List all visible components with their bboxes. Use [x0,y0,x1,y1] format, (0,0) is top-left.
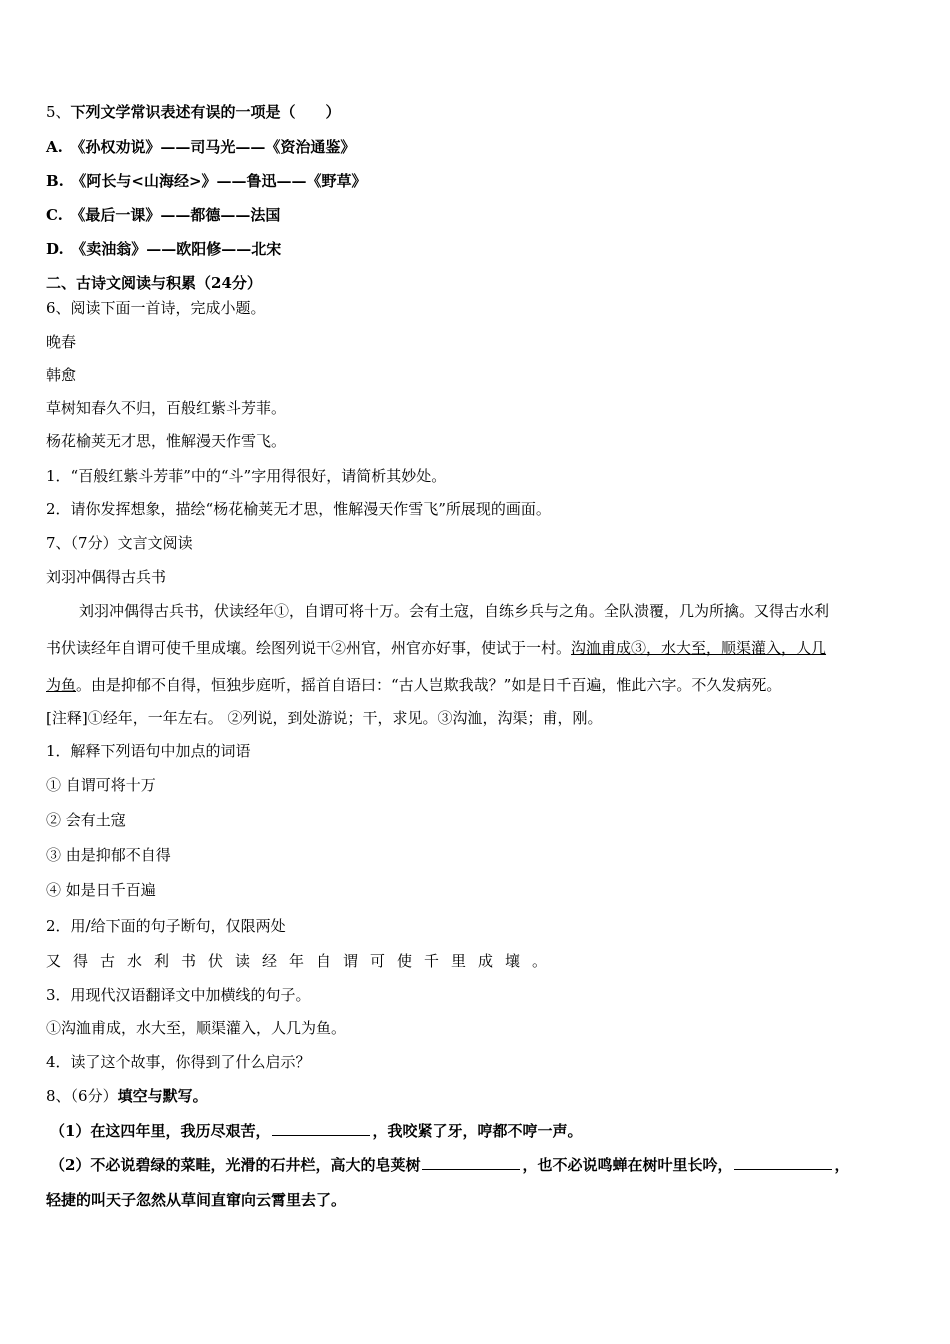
fill-blank[interactable] [272,1121,370,1136]
classical-text-line-1: 刘羽冲偶得古兵书，伏读经年①，自谓可将十万。会有土寇，自练乡兵与之角。全队溃覆，几为所擒。又得古水利 [79,602,830,620]
q7-sub1-item: ③ 由是抑郁不自得 [46,846,171,864]
q5-option-a: A. 《孙权劝说》——司马光——《资治通鉴》 [46,138,356,156]
q7-sub2-sentence: 又得古水利书伏读经年自谓可使千里成壤。 [46,952,560,970]
q8-stem-text: 填空与默写。 [117,1087,208,1105]
q8-item-2-text: ， [834,1156,850,1174]
q5-stem-text: 下列文学常识表述有误的一项是（ ） [70,103,341,121]
q7-sub3-item: ①沟洫甫成，水大至，顺渠灌入，人几为鱼。 [46,1019,347,1037]
q8-number: 8、（6分） [46,1087,118,1105]
classical-text-plain: 。由是抑郁不自得，恒独步庭听，摇首自语曰：“古人岂欺我哉？”如是日千百遍，惟此六字。不久发病死。 [76,676,782,694]
q6-question-1: 1．“百般红紫斗芳菲”中的“斗”字用得很好，请简析其妙处。 [46,467,447,485]
q5-number: 5、 [46,103,71,121]
q7-sub2-title: 2．用/给下面的句子断句，仅限两处 [46,917,286,935]
q5-stem [46,102,341,122]
q7-sub1-item: ① 自谓可将十万 [46,776,156,794]
q8-item-1-text: ，我咬紧了牙，哼都不哼一声。 [372,1122,583,1140]
classical-text-plain: 书伏读经年自谓可使千里成壤。绘图列说干②州官，州官亦好事，使试于一村。 [46,639,572,657]
q7-sub3-title: 3．用现代汉语翻译文中加横线的句子。 [46,986,311,1004]
q6-stem: 6、阅读下面一首诗，完成小题。 [46,299,266,317]
poem-title: 晚春 [46,333,77,351]
poem-author: 韩愈 [46,366,77,384]
fill-blank[interactable] [422,1155,520,1170]
q7-sub1-item: ② 会有土寇 [46,811,126,829]
q5-option-c: C. 《最后一课》——都德——法国 [46,206,281,224]
q8-stem [46,1086,208,1106]
classical-text-underlined: 为鱼 [46,676,77,694]
annotation-note: [注释]①经年，一年左右。 ②列说，到处游说；干，求见。③沟洫，沟渠；甫，刚。 [46,709,603,727]
q6-question-2: 2．请你发挥想象，描绘“杨花榆荚无才思，惟解漫天作雪飞”所展现的画面。 [46,500,551,518]
poem-line: 杨花榆荚无才思，惟解漫天作雪飞。 [46,432,287,450]
q5-option-d: D. 《卖油翁》——欧阳修——北宋 [46,240,282,258]
fill-blank[interactable] [734,1155,832,1170]
q8-item-2-text: ，也不必说鸣蝉在树叶里长吟， [522,1156,733,1174]
q8-item-2-text: （2）不必说碧绿的菜畦，光滑的石井栏，高大的皂荚树 [50,1156,421,1174]
classical-text-title: 刘羽冲偶得古兵书 [46,568,167,586]
classical-text-line-2 [46,638,826,658]
classical-text-line-3 [46,675,781,695]
q7-stem: 7、（7分）文言文阅读 [46,534,193,552]
q8-item-2-line-2: 轻捷的叫天子忽然从草间直窜向云霄里去了。 [46,1191,347,1209]
q7-sub1-title: 1．解释下列语句中加点的词语 [46,742,251,760]
section-2-title: 二、古诗文阅读与积累（24分） [46,274,262,292]
q8-item-2 [50,1155,849,1175]
q8-item-1-text: （1）在这四年里，我历尽艰苦， [50,1122,271,1140]
classical-text-underlined: 沟洫甫成③，水大至，顺渠灌入，人几 [571,639,827,657]
q7-sub4-title: 4．读了这个故事，你得到了什么启示？ [46,1053,311,1071]
q7-sub1-item: ④ 如是日千百遍 [46,881,156,899]
poem-line: 草树知春久不归，百般红紫斗芳菲。 [46,399,287,417]
q5-option-b: B. 《阿长与<山海经>》——鲁迅——《野草》 [46,172,367,190]
q8-item-1 [50,1121,582,1141]
